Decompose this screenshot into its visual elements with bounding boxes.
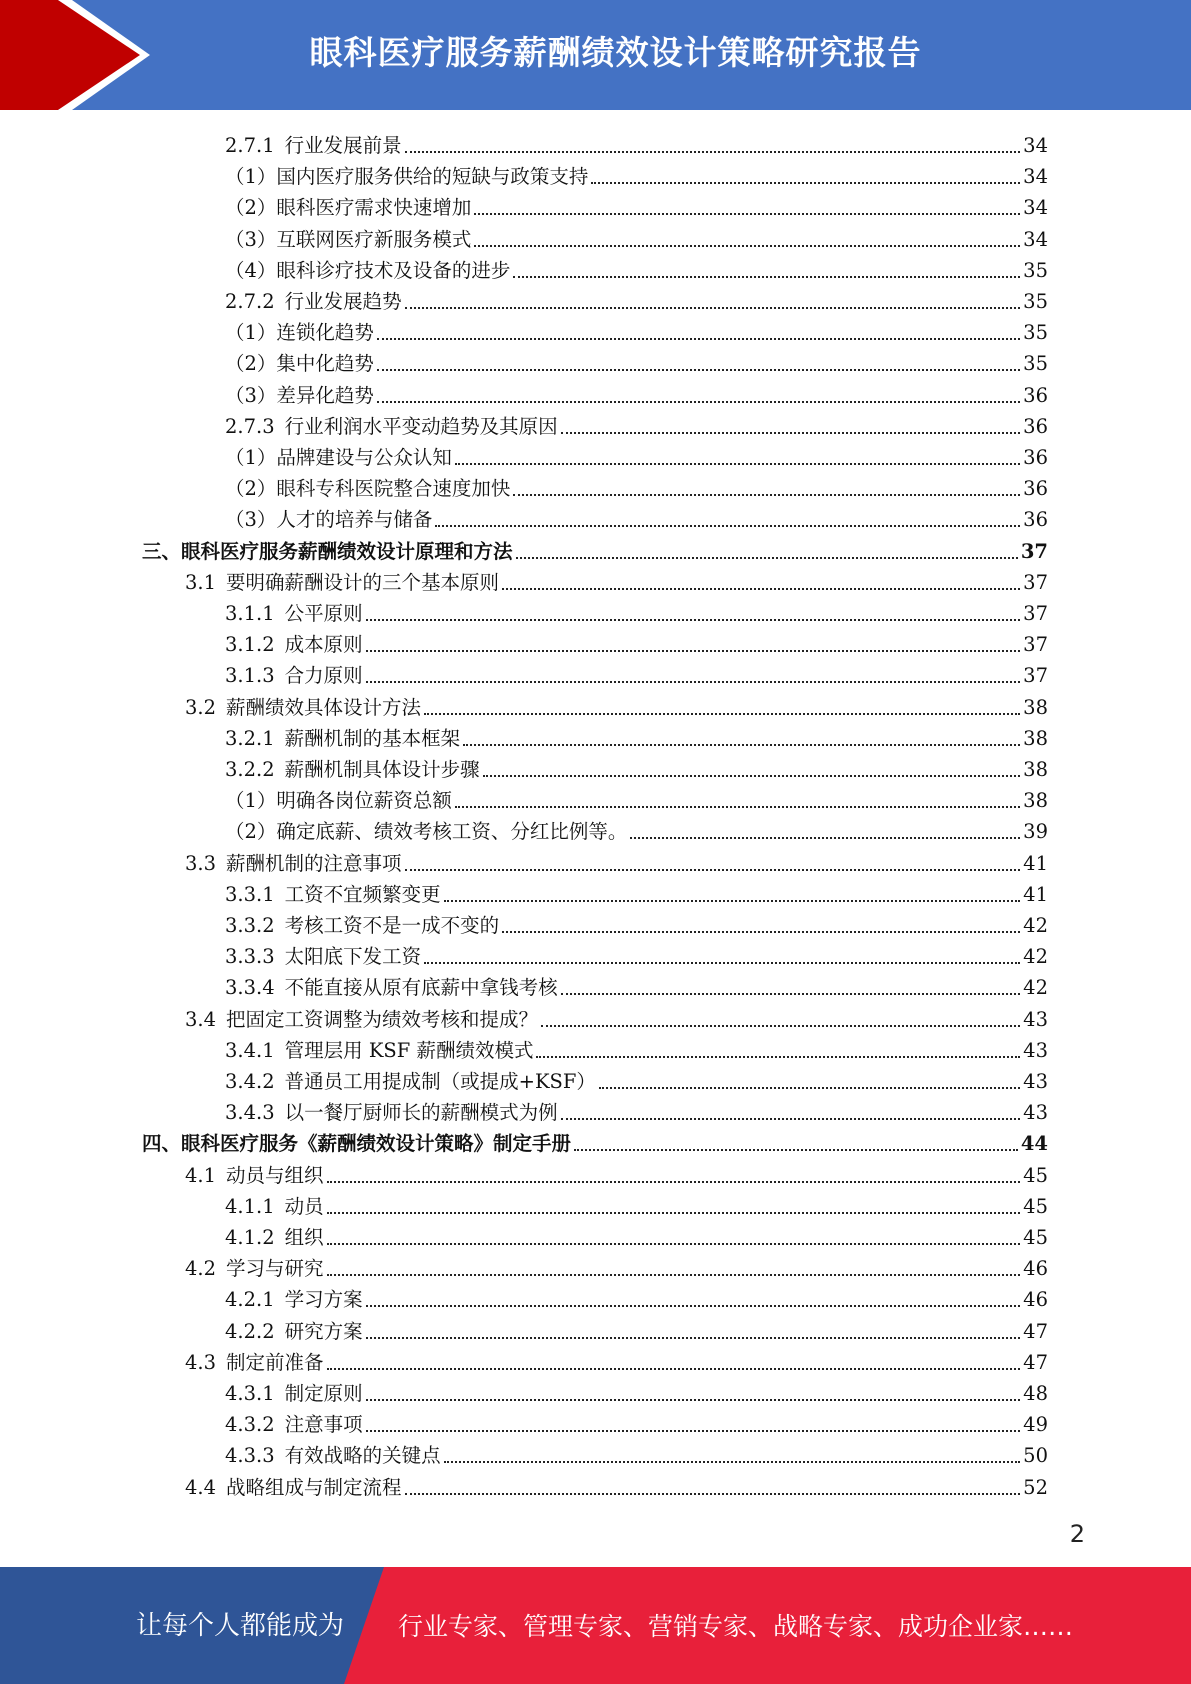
toc-dot-leader: [377, 369, 1020, 371]
toc-entry-page: 44: [1020, 1132, 1048, 1156]
toc-entry[interactable]: [225, 314, 1048, 345]
toc-entry[interactable]: [142, 533, 1048, 564]
toc-entry-title: （2）集中化趋势: [225, 352, 374, 376]
toc-entry-page: 49: [1023, 1413, 1048, 1437]
toc-entry-page: 48: [1023, 1382, 1048, 1405]
toc-entry-number: 3.4.1: [225, 1038, 275, 1062]
toc-dot-leader: [561, 993, 1021, 995]
toc-entry-title: 普通员工用提成制（或提成+KSF）: [284, 1070, 596, 1093]
toc-entry[interactable]: [225, 813, 1048, 844]
toc-entry[interactable]: [225, 1032, 1048, 1063]
toc-entry-title: 制定原则: [284, 1382, 363, 1405]
toc-dot-leader: [513, 276, 1020, 278]
toc-entry-title: 工资不宜频繁变更: [284, 882, 441, 906]
toc-entry[interactable]: [225, 127, 1048, 158]
toc-dot-leader: [327, 1274, 1021, 1276]
toc-dot-leader: [377, 338, 1020, 340]
toc-entry-page: 34: [1023, 134, 1048, 157]
toc-entry[interactable]: [185, 564, 1048, 595]
toc-entry-page: 39: [1023, 820, 1048, 844]
toc-entry[interactable]: [225, 1188, 1048, 1219]
toc-entry-title: （3）互联网医疗新服务模式: [225, 227, 472, 251]
toc-entry-number: 4.1: [185, 1163, 217, 1187]
footer-slogan-right: 行业专家、管理专家、营销专家、战略专家、成功企业家……: [398, 1612, 1074, 1641]
toc-entry[interactable]: [225, 501, 1048, 532]
toc-entry-page: 43: [1023, 1038, 1048, 1062]
toc-entry-title: 管理层用 KSF 薪酬绩效模式: [284, 1038, 534, 1062]
toc-entry-title: 战略组成与制定流程: [226, 1475, 402, 1499]
toc-entry-page: 42: [1023, 945, 1048, 969]
toc-entry-title: 不能直接从原有底薪中拿钱考核: [284, 976, 558, 1000]
toc-entry-title: （4）眼科诊疗技术及设备的进步: [225, 258, 511, 282]
toc-entry[interactable]: [225, 158, 1048, 189]
toc-entry[interactable]: [225, 751, 1048, 782]
toc-entry-title: 要明确薪酬设计的三个基本原则: [226, 570, 500, 594]
toc-dot-leader: [483, 775, 1021, 777]
toc-entry-page: 42: [1023, 914, 1048, 937]
toc-entry[interactable]: [225, 345, 1048, 376]
toc-entry-number: 2.7.1: [225, 134, 275, 157]
toc-entry-title: 行业发展趋势: [284, 290, 402, 313]
toc-entry-page: 38: [1023, 758, 1048, 781]
toc-entry[interactable]: [225, 969, 1048, 1000]
toc-entry-number: 3.1.1: [225, 602, 275, 625]
toc-entry-number: 3.4.3: [225, 1101, 275, 1125]
toc-dot-leader: [516, 557, 1018, 559]
toc-dot-leader: [630, 837, 1020, 839]
toc-dot-leader: [327, 1181, 1021, 1183]
toc-entry[interactable]: [185, 1157, 1048, 1188]
toc-entry-number: 3.4.2: [225, 1070, 275, 1093]
toc-dot-leader: [366, 681, 1021, 683]
toc-entry-page: 35: [1023, 352, 1048, 376]
toc-entry-number: 3.3.2: [225, 914, 275, 937]
toc-dot-leader: [474, 245, 1020, 247]
toc-entry-number: 4.2: [185, 1257, 217, 1281]
toc-entry[interactable]: [225, 1375, 1048, 1406]
toc-entry-title: 组织: [284, 1226, 324, 1249]
toc-entry[interactable]: [225, 377, 1048, 408]
toc-dot-leader: [444, 1461, 1021, 1463]
toc-entry-title: （2）眼科医疗需求快速增加: [225, 196, 472, 220]
toc-entry-number: 3.1.2: [225, 633, 275, 657]
toc-entry-page: 52: [1023, 1475, 1048, 1499]
toc-entry-title: 薪酬机制的注意事项: [226, 851, 402, 875]
toc-entry-title: 研究方案: [284, 1319, 363, 1343]
toc-dot-leader: [327, 1212, 1021, 1214]
toc-entry-number: 4.3.3: [225, 1444, 275, 1468]
toc-dot-leader: [455, 463, 1020, 465]
toc-dot-leader: [424, 962, 1020, 964]
toc-entry-page: 34: [1023, 196, 1048, 220]
toc-entry-title: 学习方案: [284, 1288, 363, 1312]
toc-entry[interactable]: [185, 1469, 1048, 1500]
toc-entry-title: 成本原则: [284, 633, 363, 657]
toc-entry[interactable]: [225, 189, 1048, 220]
toc-entry-number: 4.1.2: [225, 1226, 275, 1249]
toc-dot-leader: [541, 1025, 1020, 1027]
toc-entry-title: （1）品牌建设与公众认知: [225, 446, 452, 469]
toc-entry-number: 4.2.2: [225, 1319, 275, 1343]
toc-entry[interactable]: [185, 689, 1048, 720]
page-footer: [0, 1567, 1191, 1684]
toc-dot-leader: [474, 213, 1020, 215]
toc-entry[interactable]: [225, 907, 1048, 938]
toc-dot-leader: [502, 588, 1020, 590]
toc-entry-page: 34: [1023, 227, 1048, 251]
toc-entry-number: 3.3.1: [225, 882, 275, 906]
toc-entry-page: 46: [1023, 1288, 1048, 1312]
toc-entry-title: 动员与组织: [226, 1163, 324, 1187]
toc-entry-number: 3.2.1: [225, 726, 275, 750]
toc-dot-leader: [366, 650, 1021, 652]
toc-entry-number: 4.3.1: [225, 1382, 275, 1405]
toc-dot-leader: [366, 1337, 1021, 1339]
toc-entry-page: 45: [1023, 1226, 1048, 1249]
toc-entry-number: 3.3.4: [225, 976, 275, 1000]
toc-entry-number: 3.3.3: [225, 945, 275, 969]
toc-dot-leader: [405, 151, 1021, 153]
toc-dot-leader: [513, 494, 1020, 496]
toc-entry-title: 有效战略的关键点: [284, 1444, 441, 1468]
toc-entry-title: 四、眼科医疗服务《薪酬绩效设计策略》制定手册: [142, 1132, 572, 1156]
toc-entry-title: （1）连锁化趋势: [225, 321, 374, 345]
toc-entry[interactable]: [225, 1094, 1048, 1125]
footer-slogan-left: 让每个人都能成为: [135, 1611, 344, 1641]
toc-dot-leader: [405, 1493, 1021, 1495]
toc-entry-page: 37: [1023, 602, 1048, 625]
toc-entry[interactable]: [225, 876, 1048, 907]
toc-entry-title: 行业发展前景: [284, 134, 402, 157]
toc-entry-number: 3.2.2: [225, 758, 275, 781]
toc-entry[interactable]: [225, 938, 1048, 969]
toc-entry-number: 4.1.1: [225, 1194, 275, 1218]
toc-entry-title: 薪酬机制具体设计步骤: [284, 758, 480, 781]
toc-entry-page: 35: [1023, 290, 1048, 313]
toc-entry-title: 注意事项: [284, 1413, 363, 1437]
toc-dot-leader: [366, 1399, 1021, 1401]
toc-entry-page: 36: [1023, 383, 1048, 407]
toc-entry-page: 46: [1023, 1257, 1048, 1281]
toc-entry-number: 2.7.3: [225, 414, 275, 438]
toc-entry-number: 2.7.2: [225, 290, 275, 313]
toc-entry-title: 三、眼科医疗服务薪酬绩效设计原理和方法: [142, 539, 513, 563]
toc-entry-number: 3.2: [185, 695, 217, 719]
toc-entry[interactable]: [225, 626, 1048, 657]
toc-entry-title: （3）差异化趋势: [225, 383, 374, 407]
toc-entry[interactable]: [142, 1125, 1048, 1156]
toc-entry[interactable]: [225, 1219, 1048, 1250]
toc-entry[interactable]: [225, 283, 1048, 314]
toc-entry-page: 42: [1023, 976, 1048, 1000]
toc-dot-leader: [599, 1087, 1020, 1089]
toc-entry-page: 50: [1023, 1444, 1048, 1468]
toc-entry-page: 36: [1023, 446, 1048, 469]
toc-entry-page: 35: [1023, 321, 1048, 345]
toc-entry-page: 38: [1023, 789, 1048, 813]
page-header: [0, 0, 1191, 110]
toc-entry-page: 43: [1023, 1070, 1048, 1093]
toc-entry-page: 47: [1023, 1319, 1048, 1343]
toc-dot-leader: [366, 1430, 1021, 1432]
toc-entry-page: 43: [1023, 1007, 1048, 1031]
toc-entry-title: 制定前准备: [226, 1350, 324, 1374]
toc-dot-leader: [561, 1118, 1021, 1120]
toc-entry[interactable]: [225, 782, 1048, 813]
toc-dot-leader: [405, 307, 1021, 309]
toc-entry[interactable]: [225, 221, 1048, 252]
toc-entry-number: 3.4: [185, 1007, 217, 1031]
toc-dot-leader: [366, 1305, 1021, 1307]
toc-entry-title: 以一餐厅厨师长的薪酬模式为例: [284, 1101, 558, 1125]
toc-entry[interactable]: [225, 408, 1048, 439]
toc-entry[interactable]: [225, 470, 1048, 501]
toc-entry[interactable]: [185, 1001, 1048, 1032]
toc-dot-leader: [435, 525, 1020, 527]
toc-entry[interactable]: [225, 1406, 1048, 1437]
toc-entry-title: 行业利润水平变动趋势及其原因: [284, 414, 558, 438]
toc-entry-page: 37: [1023, 664, 1048, 688]
toc-entry-title: 薪酬机制的基本框架: [284, 726, 461, 750]
toc-entry[interactable]: [225, 1437, 1048, 1468]
toc-entry-page: 37: [1023, 633, 1048, 657]
toc-entry-number: 4.4: [185, 1475, 217, 1499]
toc-entry-page: 36: [1023, 508, 1048, 532]
toc-dot-leader: [574, 1149, 1018, 1151]
toc-entry-number: 3.1: [185, 570, 217, 594]
toc-entry[interactable]: [225, 1063, 1048, 1094]
toc-entry-page: 43: [1023, 1101, 1048, 1125]
toc-entry-title: 学习与研究: [226, 1257, 324, 1281]
toc-entry[interactable]: [225, 720, 1048, 751]
toc-entry-page: 45: [1023, 1194, 1048, 1218]
toc-entry-title: （2）眼科专科医院整合速度加快: [225, 477, 511, 501]
toc-entry-title: 把固定工资调整为绩效考核和提成？: [226, 1007, 539, 1031]
toc-entry[interactable]: [185, 1344, 1048, 1375]
toc-entry-number: 4.3: [185, 1350, 217, 1374]
toc-dot-leader: [502, 931, 1020, 933]
toc-entry[interactable]: [225, 657, 1048, 688]
toc-entry-page: 45: [1023, 1163, 1048, 1187]
toc-entry-number: 3.1.3: [225, 664, 275, 688]
toc-dot-leader: [536, 1056, 1020, 1058]
toc-dot-leader: [405, 869, 1021, 871]
toc-entry-page: 35: [1023, 258, 1048, 282]
page-number: 2: [1069, 1520, 1085, 1548]
toc-entry[interactable]: [225, 439, 1048, 470]
toc-entry-title: （2）确定底薪、绩效考核工资、分红比例等。: [225, 820, 628, 844]
toc-entry-page: 37: [1020, 539, 1048, 563]
toc-entry-page: 41: [1023, 851, 1048, 875]
toc-entry[interactable]: [225, 595, 1048, 626]
toc-entry-title: （1）明确各岗位薪资总额: [225, 789, 452, 813]
toc-entry[interactable]: [225, 252, 1048, 283]
toc-entry-page: 37: [1023, 570, 1048, 594]
toc-entry-title: （3）人才的培养与储备: [225, 508, 433, 532]
toc-entry-number: 4.2.1: [225, 1288, 275, 1312]
toc-entry-title: 合力原则: [284, 664, 363, 688]
toc-entry-title: 太阳底下发工资: [284, 945, 422, 969]
toc-dot-leader: [444, 900, 1021, 902]
toc-entry-page: 36: [1023, 477, 1048, 501]
toc-dot-leader: [327, 1368, 1021, 1370]
toc-entry-page: 41: [1023, 882, 1048, 906]
toc-entry-title: 动员: [284, 1194, 324, 1218]
toc-entry-page: 38: [1023, 726, 1048, 750]
toc-entry-number: 4.3.2: [225, 1413, 275, 1437]
report-title: 眼科医疗服务薪酬绩效设计策略研究报告: [309, 33, 922, 72]
toc-entry-title: 公平原则: [284, 602, 363, 625]
toc-entry[interactable]: [185, 1250, 1048, 1281]
toc-entry-page: 47: [1023, 1350, 1048, 1374]
toc-dot-leader: [455, 806, 1020, 808]
toc-entry[interactable]: [185, 845, 1048, 876]
toc-entry-number: 3.3: [185, 851, 217, 875]
toc-entry-title: 考核工资不是一成不变的: [284, 914, 500, 937]
toc-entry-page: 38: [1023, 695, 1048, 719]
toc-entry-title: 薪酬绩效具体设计方法: [226, 695, 422, 719]
toc-dot-leader: [327, 1243, 1021, 1245]
toc-entry[interactable]: [225, 1281, 1048, 1312]
toc-dot-leader: [366, 619, 1021, 621]
toc-dot-leader: [561, 432, 1021, 434]
toc-dot-leader: [377, 401, 1020, 403]
toc-dot-leader: [463, 744, 1020, 746]
toc-entry[interactable]: [225, 1313, 1048, 1344]
toc-dot-leader: [424, 713, 1020, 715]
toc-entry-page: 34: [1023, 165, 1048, 189]
toc-dot-leader: [591, 182, 1020, 184]
toc-entry-page: 36: [1023, 414, 1048, 438]
toc-entry-title: （1）国内医疗服务供给的短缺与政策支持: [225, 165, 589, 189]
